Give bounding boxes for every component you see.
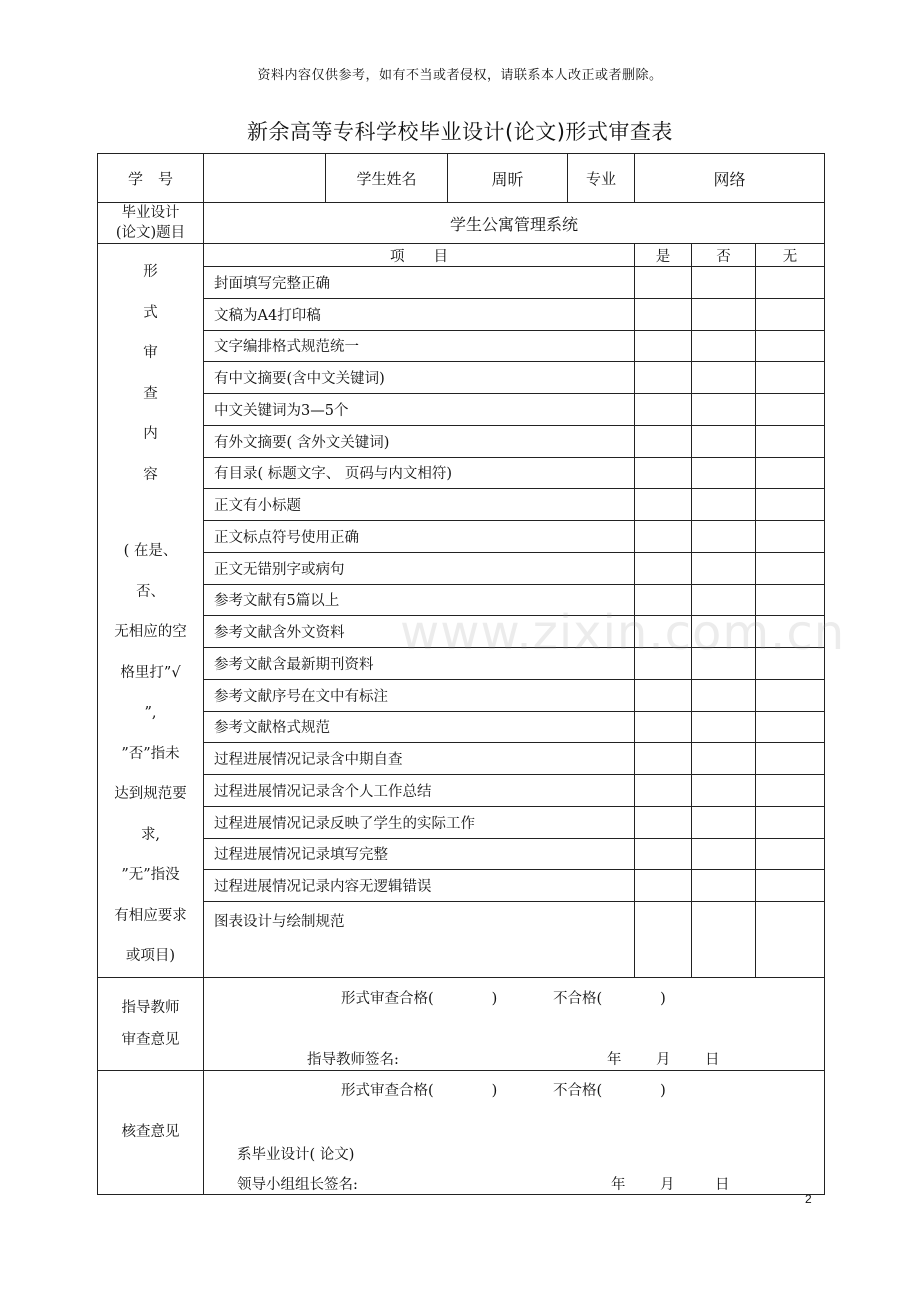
checkbox-none[interactable] [756, 521, 825, 553]
checklist-item-label: 参考文献序号在文中有标注 [204, 679, 635, 711]
checkbox-no[interactable] [692, 362, 756, 394]
checkbox-yes[interactable] [635, 425, 692, 457]
checklist-row [98, 521, 825, 553]
checkbox-no[interactable] [692, 711, 756, 743]
side-note-line: 达到规范要 [114, 786, 187, 802]
checkbox-none[interactable] [756, 679, 825, 711]
checklist-item-label: 过程进展情况记录含个人工作总结 [204, 775, 635, 807]
side-vertical-char: 查 [143, 385, 158, 402]
checklist-row [98, 806, 825, 838]
advisor-label-line1: 指导教师 [121, 999, 180, 1016]
advisor-day: 日 [705, 1051, 720, 1068]
checkbox-none[interactable] [756, 489, 825, 521]
side-note-line: ”无”指没 [121, 867, 180, 883]
checkbox-no[interactable] [692, 616, 756, 648]
checkbox-no[interactable] [692, 330, 756, 362]
checkbox-none[interactable] [756, 298, 825, 330]
advisor-month: 月 [656, 1051, 671, 1068]
checklist-item-label: 参考文献有5篇以上 [204, 584, 635, 616]
checklist-item-label: 过程进展情况记录含中期自查 [204, 743, 635, 775]
checkbox-no[interactable] [692, 806, 756, 838]
advisor-label [98, 977, 204, 1070]
checkbox-yes[interactable] [635, 743, 692, 775]
checklist-row [98, 679, 825, 711]
checkbox-yes[interactable] [635, 870, 692, 902]
checkbox-yes[interactable] [635, 394, 692, 426]
checkbox-none[interactable] [756, 648, 825, 680]
checklist-row [98, 870, 825, 902]
side-instruction-note [98, 531, 203, 977]
header-none: 无 [756, 244, 825, 267]
topic-label-line2: (论文)题目 [115, 225, 186, 241]
checklist [98, 244, 825, 978]
review-opinion-cell [204, 1070, 825, 1194]
checklist-row [98, 775, 825, 807]
checkbox-no[interactable] [692, 298, 756, 330]
side-note-line: ”否”指未 [121, 745, 180, 762]
checklist-item-label: 文稿为A4打印稿 [204, 298, 635, 330]
checkbox-none[interactable] [756, 457, 825, 489]
review-pass-option[interactable]: 形式审查合格( ) [341, 1082, 498, 1099]
checklist-side-label [98, 244, 204, 978]
student-info-row [98, 154, 825, 203]
review-sign-label: 领导小组组长签名: [237, 1176, 358, 1193]
checklist-item-label: 过程进展情况记录内容无逻辑错误 [204, 870, 635, 902]
side-note-line: ( 在是、 [123, 543, 178, 559]
checklist-header [98, 244, 825, 267]
checkbox-no[interactable] [692, 457, 756, 489]
checkbox-none[interactable] [756, 584, 825, 616]
checkbox-yes[interactable] [635, 679, 692, 711]
checkbox-yes[interactable] [635, 648, 692, 680]
checkbox-none[interactable] [756, 330, 825, 362]
checklist-item-label: 过程进展情况记录反映了学生的实际工作 [204, 806, 635, 838]
side-vertical-char: 形 [143, 264, 158, 280]
checkbox-no[interactable] [692, 267, 756, 299]
checkbox-none[interactable] [756, 267, 825, 299]
checklist-item-label: 正文有小标题 [204, 489, 635, 521]
checklist-item-label: 参考文献格式规范 [204, 711, 635, 743]
checklist-item-label: 中文关键词为3—5个 [204, 394, 635, 426]
checklist-row [98, 298, 825, 330]
checklist-row [98, 743, 825, 775]
checkbox-yes[interactable] [635, 362, 692, 394]
page-title: 新余高等专科学校毕业设计(论文)形式审查表 [247, 120, 673, 144]
checkbox-yes[interactable] [635, 711, 692, 743]
checkbox-none[interactable] [756, 394, 825, 426]
checkbox-yes[interactable] [635, 806, 692, 838]
checkbox-no[interactable] [692, 489, 756, 521]
student-name-field[interactable]: 周昕 [448, 154, 568, 203]
checkbox-no[interactable] [692, 425, 756, 457]
checklist-row [98, 362, 825, 394]
checklist-item-label: 文字编排格式规范统一 [204, 330, 635, 362]
header-yes: 是 [635, 244, 692, 267]
checklist-item-label: 正文标点符号使用正确 [204, 521, 635, 553]
checklist-item-label: 正文无错别字或病句 [204, 552, 635, 584]
checkbox-no[interactable] [692, 394, 756, 426]
checkbox-no[interactable] [692, 648, 756, 680]
checkbox-none[interactable] [756, 425, 825, 457]
review-year: 年 [611, 1176, 626, 1193]
checkbox-yes[interactable] [635, 489, 692, 521]
checkbox-yes[interactable] [635, 457, 692, 489]
page-number: 2 [805, 1192, 812, 1206]
checklist-item-label: 过程进展情况记录填写完整 [204, 838, 635, 870]
review-fail-option[interactable]: 不合格( ) [553, 1082, 666, 1099]
advisor-opinion-cell [204, 977, 825, 1070]
checklist-row [98, 330, 825, 362]
checkbox-none[interactable] [756, 775, 825, 807]
checkbox-no[interactable] [692, 870, 756, 902]
disclaimer-text: 资料内容仅供参考，如有不当或者侵权，请联系本人改正或者删除。 [257, 68, 663, 83]
checkbox-yes[interactable] [635, 552, 692, 584]
student-id-field[interactable] [204, 154, 326, 203]
checklist-row [98, 552, 825, 584]
checkbox-yes[interactable] [635, 298, 692, 330]
checkbox-no[interactable] [692, 775, 756, 807]
side-vertical-char: 容 [143, 466, 158, 483]
checkbox-yes[interactable] [635, 521, 692, 553]
checklist-row [98, 648, 825, 680]
side-vertical-char: 内 [143, 426, 158, 442]
advisor-pass-option[interactable]: 形式审查合格( ) [341, 990, 498, 1007]
checklist-item-label: 图表设计与绘制规范 [204, 902, 635, 977]
topic-label [98, 203, 204, 244]
checkbox-yes[interactable] [635, 584, 692, 616]
review-day: 日 [715, 1176, 730, 1193]
checkbox-none[interactable] [756, 838, 825, 870]
advisor-sign-label: 指导教师签名: [307, 1051, 399, 1068]
checkbox-no[interactable] [692, 521, 756, 553]
checkbox-none[interactable] [756, 743, 825, 775]
side-note-line: 有相应要求 [114, 907, 187, 924]
checklist-row [98, 425, 825, 457]
side-note-line: 或项目) [125, 948, 176, 964]
checkbox-yes[interactable] [635, 902, 692, 977]
advisor-fail-option[interactable]: 不合格( ) [553, 990, 666, 1007]
checkbox-no[interactable] [692, 902, 756, 977]
side-vertical-char: 审 [143, 345, 158, 361]
review-form-table [97, 153, 825, 1195]
checklist-row [98, 457, 825, 489]
checklist-row [98, 711, 825, 743]
checkbox-none[interactable] [756, 616, 825, 648]
header-item: 项 目 [204, 244, 635, 267]
checkbox-yes[interactable] [635, 330, 692, 362]
checkbox-none[interactable] [756, 902, 825, 977]
checkbox-yes[interactable] [635, 267, 692, 299]
checkbox-none[interactable] [756, 806, 825, 838]
major-label: 专业 [568, 154, 635, 203]
advisor-label-line2: 审查意见 [121, 1031, 180, 1048]
advisor-year: 年 [607, 1051, 622, 1068]
checkbox-yes[interactable] [635, 838, 692, 870]
checkbox-none[interactable] [756, 552, 825, 584]
checklist-item-label: 参考文献含外文资料 [204, 616, 635, 648]
checklist-row [98, 584, 825, 616]
checklist-item-label: 有目录( 标题文字、 页码与内文相符) [204, 457, 635, 489]
checklist-item-label: 有中文摘要(含中文关键词) [204, 362, 635, 394]
checkbox-yes[interactable] [635, 616, 692, 648]
side-note-line: ”, [144, 705, 157, 721]
side-note-line: 求, [140, 826, 161, 843]
checkbox-no[interactable] [692, 838, 756, 870]
checklist-row [98, 902, 825, 977]
student-id-label: 学 号 [98, 154, 204, 203]
checklist-row [98, 267, 825, 299]
checklist-row [98, 394, 825, 426]
header-no: 否 [692, 244, 756, 267]
checkbox-no[interactable] [692, 552, 756, 584]
checklist-row [98, 489, 825, 521]
checkbox-none[interactable] [756, 362, 825, 394]
topic-label-line1: 毕业设计 [121, 205, 180, 221]
checkbox-no[interactable] [692, 584, 756, 616]
student-name-label: 学生姓名 [326, 154, 448, 203]
checklist-item-label: 封面填写完整正确 [204, 267, 635, 299]
checklist-item-label: 参考文献含最新期刊资料 [204, 648, 635, 680]
review-dept-label: 系毕业设计( 论文) [237, 1146, 355, 1163]
side-vertical-text [98, 244, 203, 495]
side-note-line: 无相应的空 [114, 624, 187, 640]
checklist-row [98, 616, 825, 648]
checkbox-yes[interactable] [635, 775, 692, 807]
side-note-line: 格里打”√ [120, 664, 181, 681]
checklist-row [98, 838, 825, 870]
watermark: www.zixin.com.cn [400, 605, 846, 661]
side-note-line: 否、 [136, 583, 165, 600]
checkbox-none[interactable] [756, 870, 825, 902]
review-month: 月 [660, 1176, 675, 1193]
review-label: 核查意见 [98, 1070, 204, 1194]
checkbox-none[interactable] [756, 711, 825, 743]
checklist-item-label: 有外文摘要( 含外文关键词) [204, 425, 635, 457]
topic-field[interactable]: 学生公寓管理系统 [204, 203, 825, 244]
advisor-row [98, 977, 825, 1070]
major-field[interactable]: 网络 [635, 154, 825, 203]
side-vertical-char: 式 [143, 304, 158, 321]
topic-row [98, 203, 825, 244]
checkbox-no[interactable] [692, 679, 756, 711]
checkbox-no[interactable] [692, 743, 756, 775]
review-row [98, 1070, 825, 1194]
